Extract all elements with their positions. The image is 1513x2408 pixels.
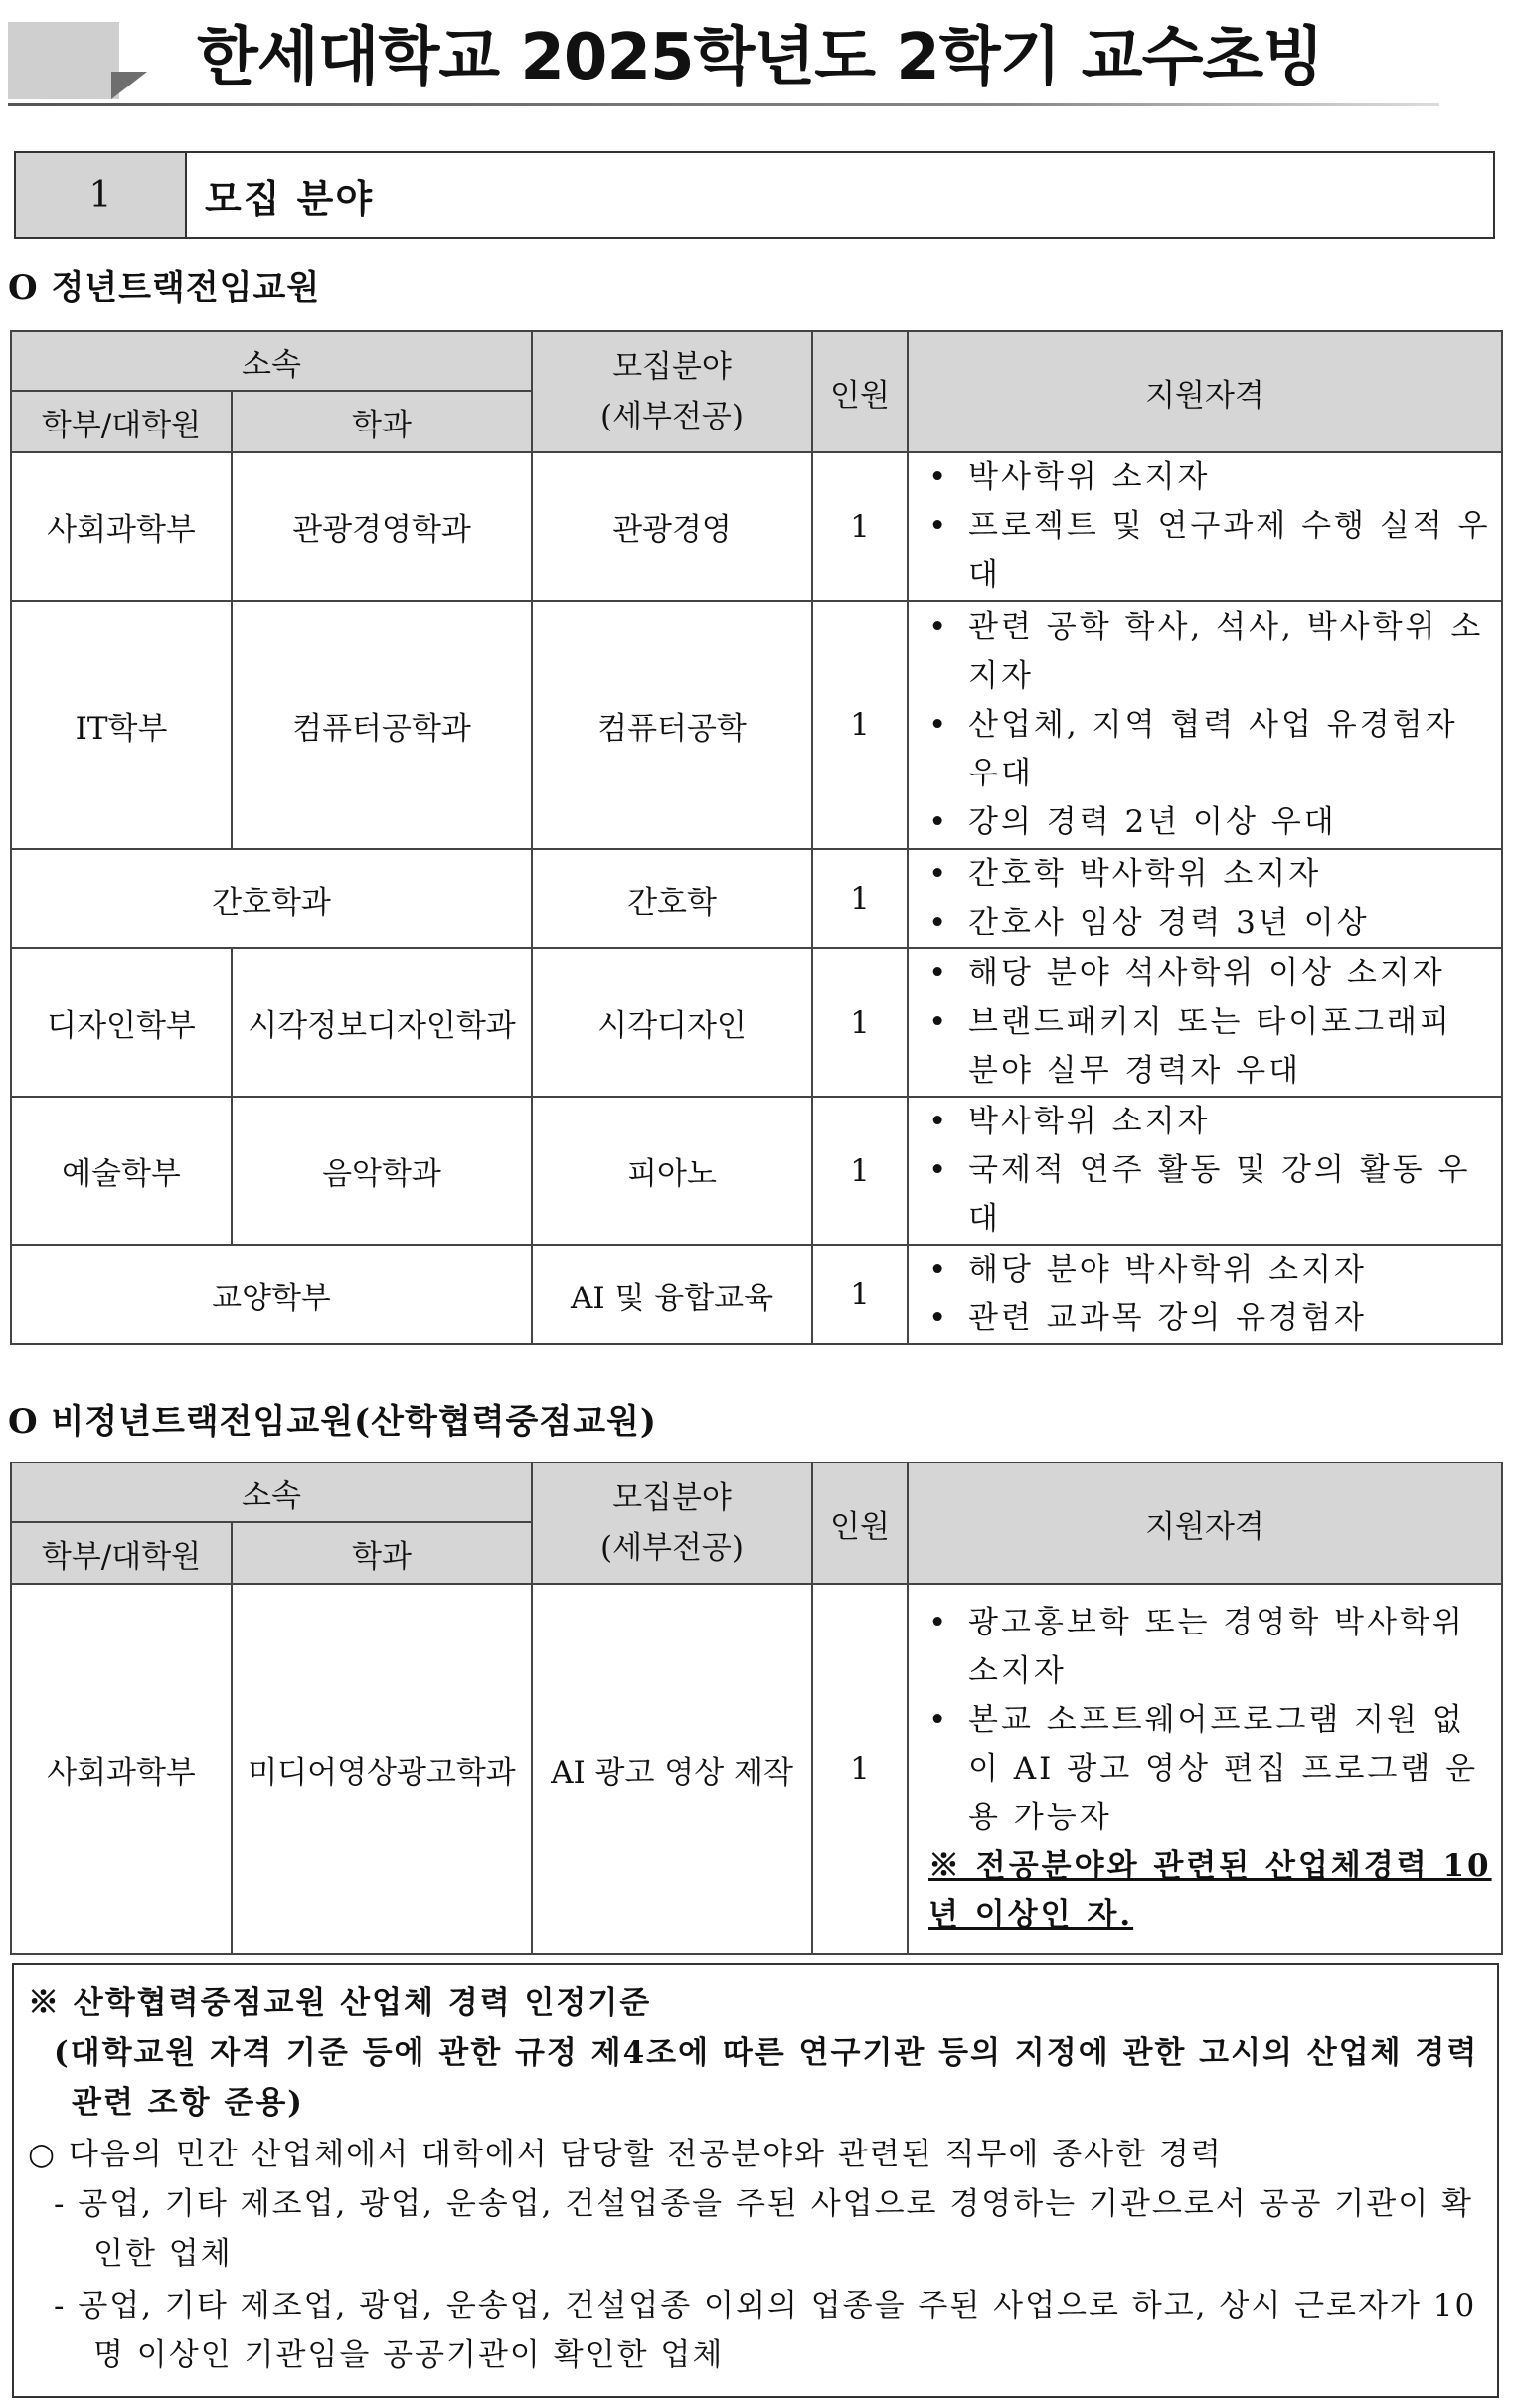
table-row <box>11 601 1502 849</box>
cell-division: 사회과학부 <box>11 452 232 601</box>
cell-count: 1 <box>812 601 908 849</box>
cell-field: AI 및 융합교육 <box>532 1245 812 1344</box>
cell-department: 교양학부 <box>11 1245 532 1344</box>
qualification-item: • 광고홍보학 또는 경영학 박사학위 소지자 <box>968 1599 1495 1696</box>
cell-field: 관광경영 <box>532 452 812 601</box>
header-rule <box>8 103 1439 106</box>
page-header <box>8 14 1439 105</box>
cell-count: 1 <box>812 849 908 948</box>
cell-department: 컴퓨터공학과 <box>232 601 532 849</box>
cell-qualifications <box>908 1097 1502 1245</box>
qualification-item: • 강의 경력 2년 이상 우대 <box>968 798 1495 847</box>
criteria-box <box>12 1963 1499 2398</box>
qualification-item: • 국제적 연주 활동 및 강의 활동 우대 <box>968 1146 1495 1244</box>
qualification-item: • 해당 분야 석사학위 이상 소지자 <box>968 949 1495 998</box>
header-field: 모집분야 (세부전공) <box>532 331 812 452</box>
cell-division: IT학부 <box>11 601 232 849</box>
cell-field: 피아노 <box>532 1097 812 1245</box>
career-note: ※ 전공분야와 관련된 산업체경력 10년 이상인 자. <box>928 1847 1492 1933</box>
qualification-item: • 산업체, 지역 협력 사업 유경험자 우대 <box>968 701 1495 798</box>
qualification-item: • 본교 소프트웨어프로그램 지원 없이 AI 광고 영상 편집 프로그램 운용 가능자 <box>968 1696 1495 1842</box>
cell-qualifications <box>908 849 1502 948</box>
cell-division: 디자인학부 <box>11 948 232 1097</box>
cell-count: 1 <box>812 1584 908 1954</box>
cell-count: 1 <box>812 1097 908 1245</box>
track2-heading: O 비정년트랙전임교원(산학협력중점교원) <box>8 1402 657 1442</box>
criteria-sub-line2: 관련 조항 준용) <box>72 2085 304 2121</box>
cell-field: AI 광고 영상 제작 <box>532 1584 812 1954</box>
cell-count: 1 <box>812 452 908 601</box>
table-row <box>11 1584 1502 1954</box>
header-affiliation: 소속 <box>11 1462 532 1522</box>
qualification-item: • 관련 교과목 강의 유경험자 <box>968 1294 1495 1343</box>
qualification-item: • 해당 분야 박사학위 소지자 <box>968 1246 1495 1294</box>
header-department: 학과 <box>232 1522 532 1584</box>
header-qualification: 지원자격 <box>908 331 1502 452</box>
header-field: 모집분야 (세부전공) <box>532 1462 812 1584</box>
section-label: 모집 분야 <box>205 175 375 221</box>
qualification-item: • 박사학위 소지자 <box>968 453 1495 502</box>
header-department: 학과 <box>232 391 532 452</box>
track2-table <box>10 1462 1503 1955</box>
cell-division: 사회과학부 <box>11 1584 232 1954</box>
header-affiliation: 소속 <box>11 331 532 391</box>
header-division: 학부/대학원 <box>11 391 232 452</box>
criteria-title: ※ 산학협력중점교원 산업체 경력 인정기준 <box>28 1985 652 2021</box>
section-number: 1 <box>16 153 187 237</box>
table-row <box>11 452 1502 601</box>
cell-department: 시각정보디자인학과 <box>232 948 532 1097</box>
table-row <box>11 1097 1502 1245</box>
cell-qualifications <box>908 1245 1502 1344</box>
section-box <box>14 151 1495 239</box>
qualification-item: • 프로젝트 및 연구과제 수행 실적 우대 <box>968 502 1495 600</box>
cell-department: 관광경영학과 <box>232 452 532 601</box>
table-row <box>11 849 1502 948</box>
cell-field: 컴퓨터공학 <box>532 601 812 849</box>
track1-table <box>10 330 1503 1345</box>
track1-heading: O 정년트랙전임교원 <box>8 268 321 308</box>
criteria-item1-line2: 인한 업체 <box>93 2236 233 2272</box>
table-row <box>11 948 1502 1097</box>
table-row <box>11 1245 1502 1344</box>
header-qualification: 지원자격 <box>908 1462 1502 1584</box>
cell-field: 간호학 <box>532 849 812 948</box>
qualification-item: • 간호사 임상 경력 3년 이상 <box>968 899 1495 947</box>
cell-department: 음악학과 <box>232 1097 532 1245</box>
header-count: 인원 <box>812 331 908 452</box>
criteria-intro: ○ 다음의 민간 산업체에서 대학에서 담당할 전공분야와 관련된 직무에 종사한 경력 <box>28 2137 1223 2172</box>
cell-division: 예술학부 <box>11 1097 232 1245</box>
qualification-item: • 관련 공학 학사, 석사, 박사학위 소지자 <box>968 603 1495 701</box>
header-tab-graphic <box>8 22 119 99</box>
cell-qualifications <box>908 601 1502 849</box>
cell-department: 미디어영상광고학과 <box>232 1584 532 1954</box>
criteria-item2-line1: - 공업, 기타 제조업, 광업, 운송업, 건설업종 이외의 업종을 주된 사업으로 하고, 상시 근로자가 10 <box>54 2288 1477 2323</box>
qualification-item: • 브랜드패키지 또는 타이포그래피 분야 실무 경력자 우대 <box>968 998 1495 1096</box>
qualification-item: • 간호학 박사학위 소지자 <box>968 850 1495 899</box>
cell-count: 1 <box>812 948 908 1097</box>
header-count: 인원 <box>812 1462 908 1584</box>
cell-qualifications <box>908 948 1502 1097</box>
qualification-item: • 박사학위 소지자 <box>968 1098 1495 1146</box>
criteria-sub-line1: (대학교원 자격 기준 등에 관한 규정 제4조에 따른 연구기관 등의 지정에 관한 고시의 산업체 경력 <box>54 2035 1479 2071</box>
cell-qualifications <box>908 452 1502 601</box>
criteria-item2-line2: 명 이상인 기관임을 공공기관이 확인한 업체 <box>93 2337 725 2373</box>
header-division: 학부/대학원 <box>11 1522 232 1584</box>
criteria-item1-line1: - 공업, 기타 제조업, 광업, 운송업, 건설업종을 주된 사업으로 경영하는 기관으로서 공공 기관이 확 <box>54 2186 1473 2222</box>
cell-department: 간호학과 <box>11 849 532 948</box>
page-title: 한세대학교 2025학년도 2학기 교수초빙 <box>197 21 1324 94</box>
cell-field: 시각디자인 <box>532 948 812 1097</box>
cell-qualifications <box>908 1584 1502 1954</box>
cell-count: 1 <box>812 1245 908 1344</box>
